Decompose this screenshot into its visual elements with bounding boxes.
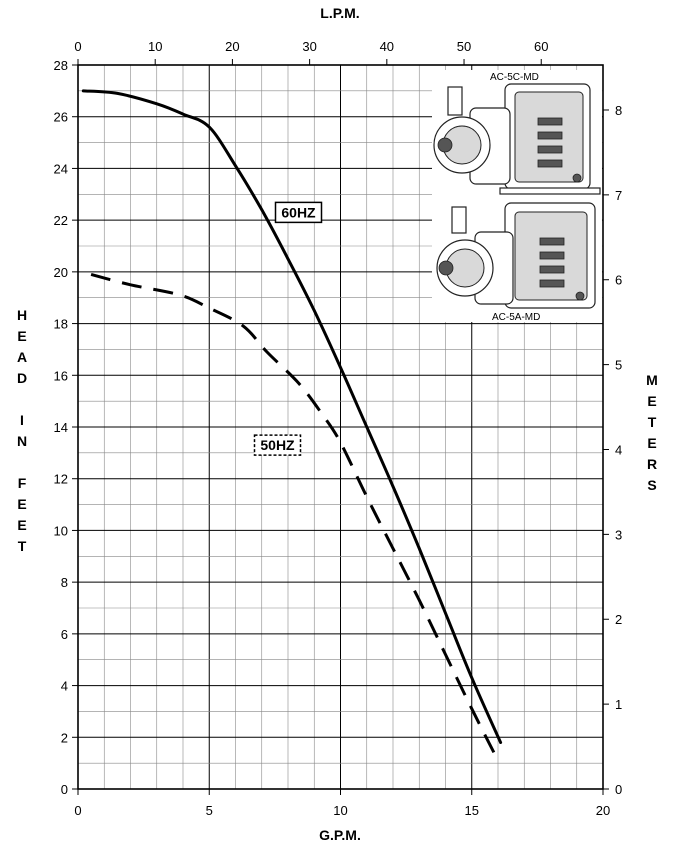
right-title-letter: T <box>647 414 657 430</box>
x-top-tick-label: 10 <box>147 39 163 54</box>
x-tick-label: 0 <box>74 803 82 818</box>
y-tick-label: 22 <box>53 213 68 229</box>
model-label-bottom: AC-5A-MD <box>492 312 541 323</box>
right-title-letter: E <box>647 393 657 409</box>
x-tick-label: 15 <box>464 803 479 818</box>
y-right-tick-label: 1 <box>615 697 623 713</box>
y-tick-label: 24 <box>53 161 68 177</box>
y-tick-label: 14 <box>53 420 68 435</box>
left-title-letter: D <box>16 370 28 386</box>
right-title-letter: E <box>647 435 657 451</box>
y-right-tick-label: 4 <box>615 442 623 458</box>
left-title-letter: N <box>16 433 28 449</box>
x-top-tick-label: 40 <box>379 39 395 54</box>
y-right-tick-label: 6 <box>615 272 623 288</box>
left-title-letter: E <box>17 517 27 533</box>
right-axis-title <box>646 372 658 493</box>
right-title-letter: M <box>646 372 658 388</box>
bottom-axis-title: G.P.M. <box>319 827 361 843</box>
y-right-tick-label: 8 <box>615 102 623 118</box>
y-right-tick-label: 0 <box>615 782 623 797</box>
x-tick-label: 5 <box>205 803 213 818</box>
model-label-top: AC-5C-MD <box>490 72 539 83</box>
y-right-tick-label: 5 <box>615 357 623 373</box>
y-right-tick-label: 7 <box>615 187 623 203</box>
y-tick-label: 6 <box>60 626 68 642</box>
y-tick-label: 4 <box>60 678 68 694</box>
x-top-tick-label: 20 <box>225 39 240 54</box>
y-right-tick-label: 3 <box>615 527 623 543</box>
y-tick-label: 26 <box>53 109 68 125</box>
right-title-letter: R <box>646 456 658 472</box>
y-right-tick-label: 2 <box>615 612 623 628</box>
series-50hz-line <box>91 274 495 755</box>
x-top-tick-label: 60 <box>534 39 549 54</box>
right-title-letter: S <box>647 477 657 493</box>
x-tick-label: 10 <box>333 803 348 818</box>
y-tick-label: 10 <box>53 523 68 539</box>
y-tick-label: 28 <box>53 58 68 73</box>
y-tick-label: 2 <box>60 730 68 746</box>
y-tick-label: 20 <box>53 264 68 280</box>
y-tick-label: 0 <box>60 782 68 797</box>
left-title-letter: F <box>17 475 27 491</box>
left-title-letter: A <box>16 349 28 365</box>
x-tick-label: 20 <box>595 803 611 818</box>
left-axis-title <box>17 307 27 554</box>
left-title-letter: H <box>16 307 28 323</box>
y-tick-label: 8 <box>60 575 68 591</box>
pump-photos <box>432 70 602 323</box>
left-title-letter: I <box>20 412 24 428</box>
x-top-tick-label: 0 <box>74 39 82 54</box>
left-title-letter: T <box>17 538 27 554</box>
left-title-letter: E <box>17 328 27 344</box>
y-tick-label: 16 <box>53 368 68 384</box>
y-tick-label: 12 <box>53 471 68 487</box>
curve-label-50hz: 50HZ <box>260 437 295 454</box>
x-top-tick-label: 30 <box>302 39 317 54</box>
y-tick-label: 18 <box>53 316 68 332</box>
top-axis-title: L.P.M. <box>320 5 360 21</box>
x-top-tick-label: 50 <box>456 39 472 54</box>
curve-label-60hz: 60HZ <box>281 204 316 221</box>
left-title-letter: E <box>17 496 27 512</box>
